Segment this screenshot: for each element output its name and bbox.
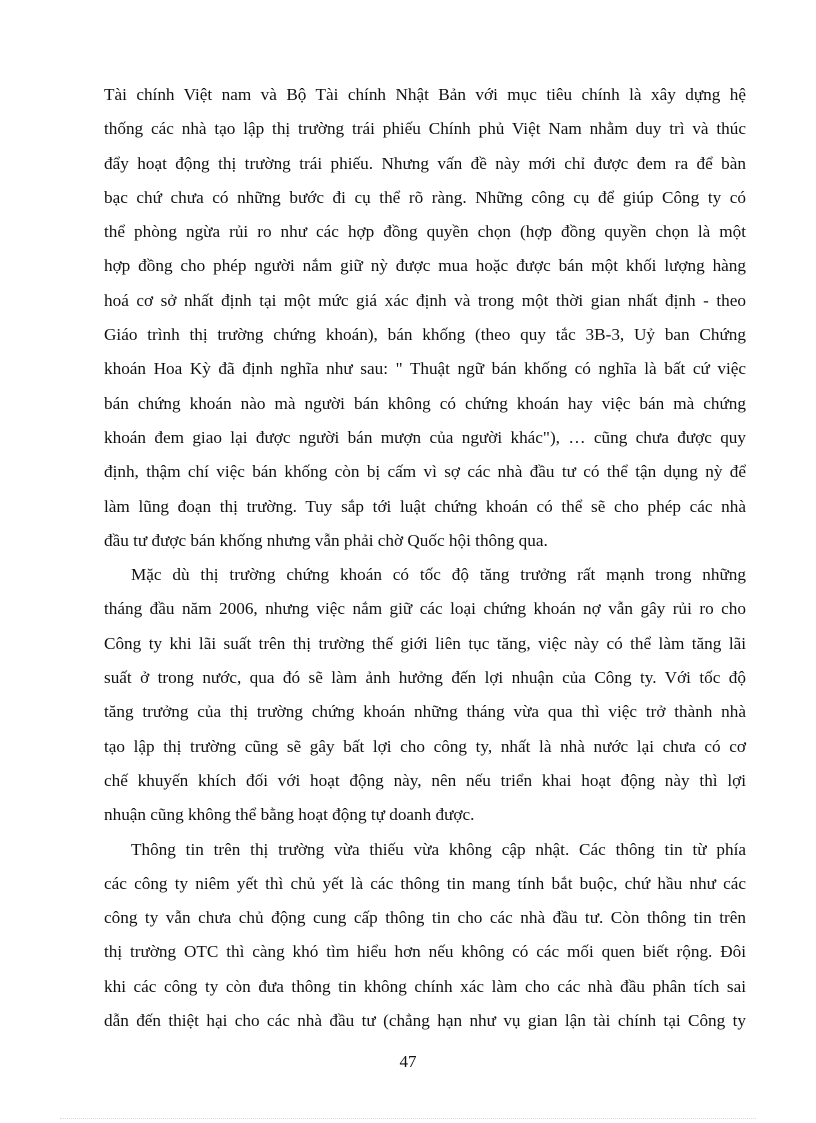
- text-line: định, thậm chí việc bán khống còn bị cấm vì sợ các nhà đầu tư có thể tận dụng nỳ để: [104, 462, 746, 482]
- text-line: bán chứng khoán nào mà người bán không có chứng khoán hay việc bán mà chứng: [104, 393, 746, 413]
- text-line: Công ty khi lãi suất trên thị trường thế giới liên tục tăng, việc này có thể làm tăng lãi: [104, 633, 746, 653]
- paragraph-end-line: nhuận cũng không thể bằng hoạt động tự doanh được.: [104, 805, 475, 825]
- text-line: khi các công ty còn đưa thông tin không chính xác làm cho các nhà đầu phân tích sai: [104, 976, 746, 996]
- text-line: tháng đầu năm 2006, nhưng việc nắm giữ các loại chứng khoán nợ vẫn gây rủi ro cho: [104, 599, 746, 619]
- paragraph-first-line: Thông tin trên thị trường vừa thiếu vừa không cập nhật. Các thông tin từ phía: [131, 839, 746, 859]
- text-line: làm lũng đoạn thị trường. Tuy sắp tới luật chứng khoán có thể sẽ cho phép các nhà: [104, 496, 746, 516]
- text-line: đẩy hoạt động thị trường trái phiếu. Nhưng vấn đề này mới chỉ được đem ra để bàn: [104, 153, 746, 173]
- body-text: [104, 78, 746, 1038]
- paragraph-first-line: Mặc dù thị trường chứng khoán có tốc độ tăng trưởng rất mạnh trong những: [131, 565, 746, 585]
- text-line: tăng trưởng của thị trường chứng khoán những tháng vừa qua thì việc trở thành nhà: [104, 702, 746, 722]
- text-line: khoán đem giao lại được người bán mượn của người khác"), … cũng chưa được quy: [104, 427, 746, 447]
- text-line: Tài chính Việt nam và Bộ Tài chính Nhật Bản với mục tiêu chính là xây dựng hệ: [104, 85, 746, 104]
- page-number: 47: [399, 1052, 417, 1071]
- text-line: chế khuyến khích đối với hoạt động này, nên nếu triển khai hoạt động này thì lợi: [104, 770, 746, 790]
- text-line: khoán Hoa Kỳ đã định nghĩa như sau: " Thuật ngữ bán khống có nghĩa là bất cứ việc: [104, 359, 746, 379]
- text-line: các công ty niêm yết thì chủ yết là các thông tin mang tính bắt buộc, chứ hầu như các: [104, 873, 746, 893]
- text-line: Giáo trình thị trường chứng khoán), bán khống (theo quy tắc 3B-3, Uỷ ban Chứng: [104, 325, 746, 345]
- bottom-divider: [60, 1118, 756, 1119]
- text-line: bạc chứ chưa có những bước đi cụ thể rõ ràng. Những công cụ để giúp Công ty có: [104, 187, 746, 207]
- text-line: tạo lập thị trường cũng sẽ gây bất lợi cho công ty, nhất là nhà nước lại chưa có cơ: [104, 736, 746, 756]
- text-line: suất ở trong nước, qua đó sẽ làm ảnh hưởng đến lợi nhuận của Công ty. Với tốc độ: [104, 668, 746, 688]
- text-line: công ty vẫn chưa chủ động cung cấp thông tin cho các nhà đầu tư. Còn thông tin trên: [104, 908, 746, 928]
- text-line: hoá cơ sở nhất định tại một mức giá xác định và trong một thời gian nhất định - theo: [104, 290, 746, 310]
- text-line: thể phòng ngừa rủi ro như các hợp đồng quyền chọn (hợp đồng quyền chọn là một: [104, 222, 746, 242]
- text-line: thống các nhà tạo lập thị trường trái phiếu Chính phủ Việt Nam nhằm duy trì và thúc: [104, 119, 746, 139]
- text-line: thị trường OTC thì càng khó tìm hiểu hơn nếu không có các mối quen biết rộng. Đôi: [104, 942, 746, 962]
- text-line: hợp đồng cho phép người nắm giữ nỳ được mua hoặc được bán một khối lượng hàng: [104, 256, 746, 276]
- text-line: dẫn đến thiệt hại cho các nhà đầu tư (chẳng hạn như vụ gian lận tài chính tại Công ty: [104, 1011, 746, 1031]
- paragraph-end-line: đầu tư được bán khống nhưng vẫn phải chờ Quốc hội thông qua.: [104, 530, 548, 550]
